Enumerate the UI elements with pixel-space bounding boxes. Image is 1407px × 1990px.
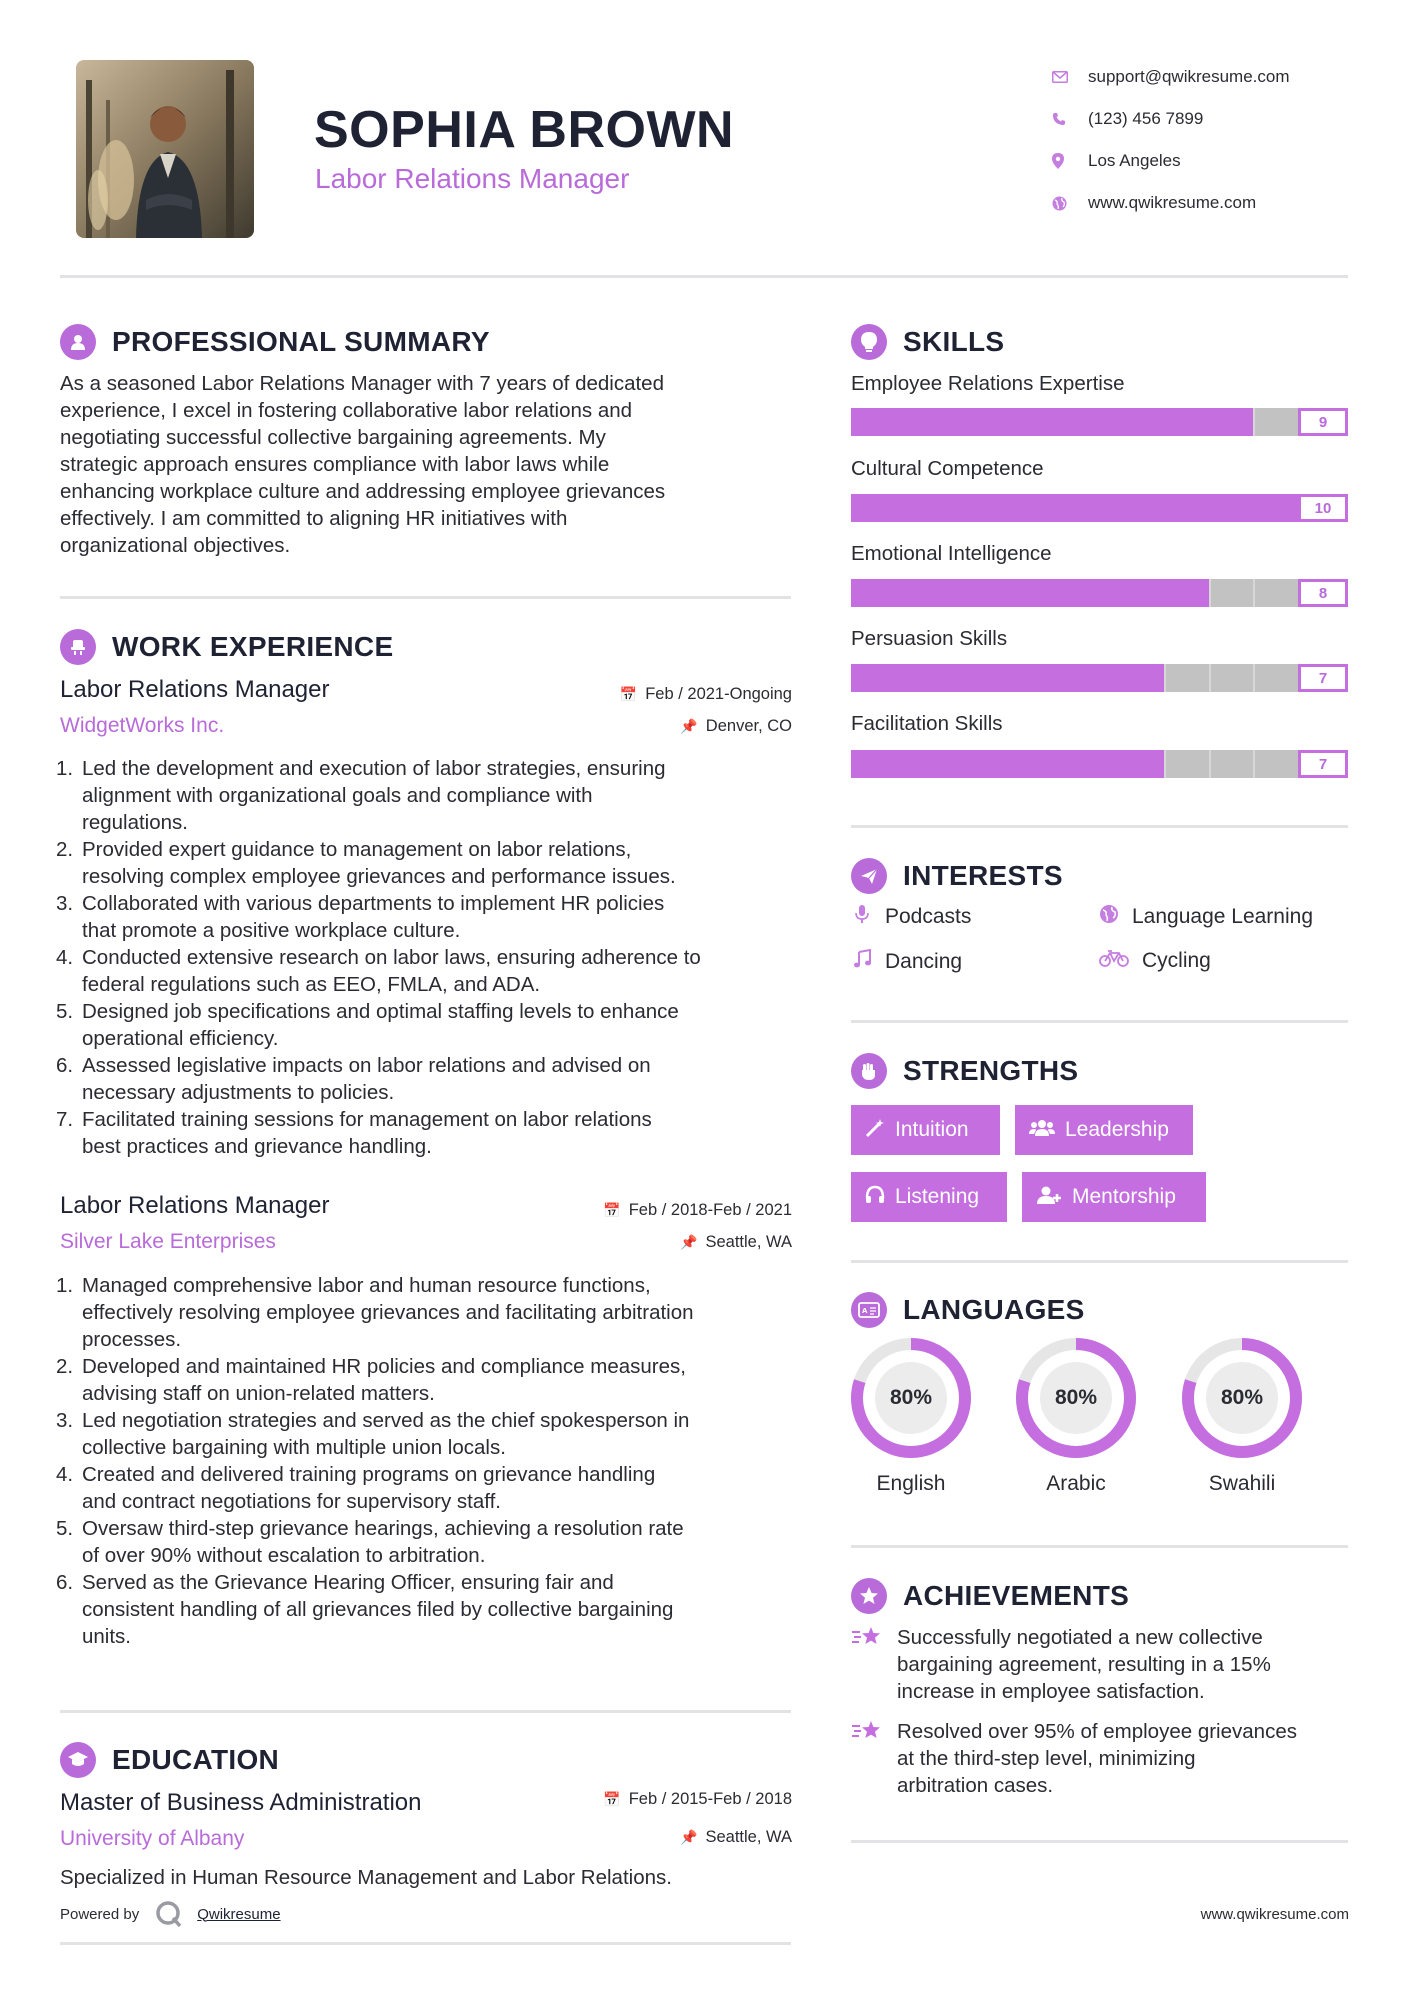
item-line: Oversaw third-step grievance hearings, achieving a resolution rate (82, 1517, 684, 1540)
candidate-title: Labor Relations Manager (315, 163, 630, 194)
item-line: advising staff on union-related matters. (82, 1382, 435, 1405)
user-plus-icon (1036, 1185, 1062, 1210)
education-header (60, 1742, 279, 1778)
qwikresume-logo-icon (155, 1900, 183, 1928)
contact-phone[interactable] (1052, 98, 1382, 140)
item-line: Assessed legislative impacts on labor relations and advised on (82, 1054, 651, 1077)
skills-header (851, 324, 1004, 360)
list-item: 1. Managed comprehensive labor and human resource functions, effectively resolving employee grievances and facilitating arbitration processes. (56, 1274, 694, 1351)
phone-icon (1052, 112, 1088, 126)
school-name: University of Albany (60, 1827, 245, 1850)
strength-label: Intuition (895, 1118, 969, 1141)
item-line: operational efficiency. (82, 1027, 279, 1050)
pushpin-icon: 📌 (680, 1234, 698, 1250)
job-dates-text: Feb / 2018-Feb / 2021 (628, 1201, 792, 1219)
job-location-text: Denver, CO (705, 717, 792, 735)
svg-text:A: A (862, 1307, 868, 1315)
briefcase-icon (60, 629, 96, 665)
footer-divider (60, 1942, 791, 1945)
contact-phone-text: (123) 456 7899 (1088, 109, 1204, 128)
strength-badge (1022, 1172, 1206, 1222)
interest-label: Podcasts (885, 905, 972, 928)
item-line: Led negotiation strategies and served as the chief spokesperson in (82, 1409, 690, 1432)
skill-bar-segment (1209, 664, 1211, 692)
strength-badge (1015, 1105, 1193, 1155)
skill-bar-segment (1253, 750, 1255, 778)
strengths-divider (851, 1260, 1348, 1263)
skill-bar-segment (1209, 579, 1211, 607)
contact-website[interactable] (1052, 182, 1382, 224)
list-item: 2. Provided expert guidance to management on labor relations, resolving complex employee grievances and performance issues. (56, 838, 676, 888)
skill-score: 9 (1298, 408, 1348, 436)
job-location (500, 1233, 792, 1252)
skill-bar-fill (851, 408, 1253, 436)
job-location (500, 717, 792, 736)
profile-photo (76, 60, 254, 238)
job-duties-list (56, 1272, 800, 1650)
footer-url[interactable]: www.qwikresume.com (1200, 1906, 1349, 1923)
map-pin-icon (1052, 153, 1088, 169)
item-line: Collaborated with various departments to implement HR policies (82, 892, 665, 915)
experience-header (60, 629, 393, 665)
item-line: processes. (82, 1328, 182, 1351)
job-location-text: Seattle, WA (705, 1233, 792, 1251)
skills-divider (851, 825, 1348, 828)
language-card-icon (851, 1292, 887, 1328)
interest-label: Language Learning (1132, 905, 1314, 928)
summary-header (60, 324, 490, 360)
user-icon (60, 324, 96, 360)
skill-bar (851, 494, 1348, 522)
strength-label: Mentorship (1072, 1185, 1176, 1208)
interest-item (1098, 949, 1211, 973)
paper-plane-icon (851, 858, 887, 894)
item-line: Developed and maintained HR policies and compliance measures, (82, 1355, 686, 1378)
skill-bar-fill (851, 494, 1348, 522)
language-name: English (876, 1472, 946, 1495)
skill-bar-segment (1209, 750, 1211, 778)
skills-title: SKILLS (903, 326, 1005, 357)
list-item: 3. Led negotiation strategies and served as the chief spokesperson in collective bargaining with multiple union locals. (56, 1409, 690, 1459)
languages-title: LANGUAGES (903, 1294, 1085, 1325)
summary-text (60, 370, 800, 559)
contact-list (1052, 56, 1382, 224)
summary-line: strategic approach ensures compliance with labor laws while (60, 453, 610, 476)
interest-label: Cycling (1142, 949, 1211, 972)
candidate-name: SOPHIA BROWN (314, 101, 735, 159)
achievement-line: at the third-step level, minimizing (897, 1747, 1196, 1770)
skill-bar (851, 750, 1348, 778)
globe-icon (1052, 196, 1088, 211)
users-icon (1029, 1118, 1055, 1143)
job-title: Labor Relations Manager (60, 676, 330, 703)
achievement-line: increase in employee satisfaction. (897, 1680, 1205, 1703)
achievements-divider (851, 1840, 1348, 1843)
list-item: 6. Served as the Grievance Hearing Officer, ensuring fair and consistent handling of all grievances filed by collective bargaining units. (56, 1571, 674, 1648)
skill-bar (851, 408, 1348, 436)
list-item: 3. Collaborated with various departments to implement HR policies that promote a positive workplace culture. (56, 892, 665, 942)
strengths-header (851, 1053, 1078, 1089)
achievement-item (851, 1624, 1348, 1705)
achievement-line: arbitration cases. (897, 1774, 1054, 1797)
skill-bar-segment (1164, 750, 1166, 778)
achievement-item (851, 1718, 1348, 1799)
skill-label: Employee Relations Expertise (851, 372, 1125, 395)
headphones-icon (865, 1185, 885, 1210)
music-note-icon (851, 949, 873, 975)
item-line: units. (82, 1625, 131, 1648)
skill-score: 10 (1298, 494, 1348, 522)
graduation-cap-icon (60, 1742, 96, 1778)
contact-email[interactable] (1052, 56, 1382, 98)
job-duties-list (56, 755, 800, 1160)
strength-label: Leadership (1065, 1118, 1169, 1141)
strength-label: Listening (895, 1185, 980, 1208)
item-line: resolving complex employee grievances and performance issues. (82, 865, 676, 888)
experience-title: WORK EXPERIENCE (112, 631, 394, 662)
item-line: of over 90% without escalation to arbitration. (82, 1544, 486, 1567)
skill-bar-fill (851, 579, 1209, 607)
summary-line: experience, I excel in fostering collaborative labor relations and (60, 399, 633, 422)
list-item: 6. Assessed legislative impacts on labor relations and advised on necessary adjustments to policies. (56, 1054, 651, 1104)
interests-divider (851, 1020, 1348, 1023)
calendar-icon: 📅 (619, 686, 638, 702)
skill-bar-fill (851, 664, 1164, 692)
calendar-icon: 📅 (603, 1791, 621, 1807)
skill-bar (851, 664, 1348, 692)
job-dates-text: Feb / 2021-Ongoing (645, 685, 792, 703)
star-badge-icon (851, 1578, 887, 1614)
education-dates-text: Feb / 2015-Feb / 2018 (628, 1790, 792, 1808)
pushpin-icon: 📌 (680, 718, 698, 734)
skill-score: 8 (1298, 579, 1348, 607)
item-line: best practices and grievance handling. (82, 1135, 432, 1158)
brand-link[interactable]: Qwikresume (197, 1905, 281, 1923)
item-line: that promote a positive workplace culture. (82, 919, 461, 942)
interest-item (851, 904, 971, 930)
list-item: 4. Conducted extensive research on labor laws, ensuring adherence to federal regulations such as EEO, FMLA, and ADA. (56, 946, 701, 996)
list-item: 5. Oversaw third-step grievance hearings, achieving a resolution rate of over 90% without escalation to arbitration. (56, 1517, 684, 1567)
summary-divider (60, 596, 791, 599)
bicycle-icon (1098, 949, 1130, 973)
contact-website-text: www.qwikresume.com (1088, 193, 1257, 212)
skill-bar-segment (1253, 579, 1255, 607)
achievement-line: Resolved over 95% of employee grievances (897, 1720, 1297, 1743)
language-percent: 80% (889, 1386, 933, 1409)
list-item: 5. Designed job specifications and optimal staffing levels to enhance operational efficiency. (56, 1000, 679, 1050)
achievement-line: bargaining agreement, resulting in a 15% (897, 1653, 1271, 1676)
language-percent: 80% (1220, 1386, 1264, 1409)
strength-badge (851, 1172, 1007, 1222)
item-line: federal regulations such as EEO, FMLA, and ADA. (82, 973, 541, 996)
summary-line: negotiating successful collective bargaining agreements. My (60, 426, 606, 449)
item-line: necessary adjustments to policies. (82, 1081, 395, 1104)
item-line: effectively resolving employee grievances and facilitating arbitration (82, 1301, 694, 1324)
languages-divider (851, 1545, 1348, 1548)
item-line: alignment with organizational goals and compliance with (82, 784, 593, 807)
item-line: and contract negotiations for supervisory staff. (82, 1490, 501, 1513)
item-line: Served as the Grievance Hearing Officer, ensuring fair and (82, 1571, 614, 1594)
skill-label: Persuasion Skills (851, 627, 1008, 650)
job-dates (500, 1201, 792, 1220)
lightbulb-icon (851, 324, 887, 360)
header-divider (60, 275, 1348, 278)
achievement-line: Successfully negotiated a new collective (897, 1626, 1263, 1649)
item-line: Led the development and execution of labor strategies, ensuring (82, 757, 666, 780)
contact-location (1052, 140, 1382, 182)
skill-bar-segment (1253, 664, 1255, 692)
item-line: Managed comprehensive labor and human resource functions, (82, 1274, 651, 1297)
strengths-title: STRENGTHS (903, 1055, 1079, 1086)
language-item (1180, 1336, 1304, 1496)
languages-header (851, 1292, 1085, 1328)
achievements-header (851, 1578, 1129, 1614)
language-name: Swahili (1208, 1472, 1276, 1495)
item-line: Facilitated training sessions for management on labor relations (82, 1108, 652, 1131)
contact-email-text: support@qwikresume.com (1088, 67, 1290, 86)
experience-divider (60, 1710, 791, 1713)
education-dates (500, 1790, 792, 1809)
skill-score: 7 (1298, 750, 1348, 778)
achievement-text (897, 1624, 1271, 1705)
item-line: Provided expert guidance to management on labor relations, (82, 838, 632, 861)
list-item: 7. Facilitated training sessions for management on labor relations best practices and grievance handling. (56, 1108, 652, 1158)
summary-line: As a seasoned Labor Relations Manager with 7 years of dedicated (60, 372, 664, 395)
magic-wand-icon (865, 1118, 885, 1143)
item-line: Created and delivered training programs on grievance handling (82, 1463, 656, 1486)
powered-by (60, 1900, 281, 1928)
interests-title: INTERESTS (903, 860, 1063, 891)
achievement-text (897, 1718, 1297, 1799)
skill-bar-segment (1164, 664, 1166, 692)
skill-score: 7 (1298, 664, 1348, 692)
interest-item (851, 949, 962, 975)
language-item (849, 1336, 973, 1496)
skill-bar-fill (851, 750, 1164, 778)
degree-title: Master of Business Administration (60, 1789, 422, 1816)
skill-label: Emotional Intelligence (851, 542, 1052, 565)
item-line: collective bargaining with multiple union locals. (82, 1436, 506, 1459)
powered-by-text: Powered by (60, 1905, 140, 1923)
summary-line: enhancing workplace culture and addressing employee grievances (60, 480, 666, 503)
education-location-text: Seattle, WA (705, 1828, 792, 1846)
list-item: 4. Created and delivered training programs on grievance handling and contract negotiations for supervisory staff. (56, 1463, 656, 1513)
job-company: Silver Lake Enterprises (60, 1230, 276, 1253)
summary-line: organizational objectives. (60, 534, 291, 557)
summary-title: PROFESSIONAL SUMMARY (112, 326, 490, 357)
shooting-star-icon (851, 1624, 897, 1705)
skill-bar-segment (1253, 408, 1255, 436)
education-title: EDUCATION (112, 1744, 280, 1775)
item-line: Conducted extensive research on labor laws, ensuring adherence to (82, 946, 701, 969)
interest-label: Dancing (885, 950, 963, 973)
language-percent: 80% (1054, 1386, 1098, 1409)
education-description: Specialized in Human Resource Management and Labor Relations. (60, 1866, 672, 1889)
education-location (500, 1828, 792, 1847)
language-item (1014, 1336, 1138, 1496)
job-title: Labor Relations Manager (60, 1192, 330, 1219)
skill-label: Cultural Competence (851, 457, 1044, 480)
skill-label: Facilitation Skills (851, 712, 1003, 735)
hand-fist-icon (851, 1053, 887, 1089)
strength-badge (851, 1105, 1000, 1155)
achievements-title: ACHIEVEMENTS (903, 1580, 1130, 1611)
globe-icon (1098, 904, 1120, 930)
item-line: consistent handling of all grievances filed by collective bargaining (82, 1598, 674, 1621)
contact-location-text: Los Angeles (1088, 151, 1181, 170)
shooting-star-icon (851, 1718, 897, 1799)
envelope-icon (1052, 71, 1088, 83)
item-line: Designed job specifications and optimal staffing levels to enhance (82, 1000, 679, 1023)
item-line: regulations. (82, 811, 188, 834)
interests-header (851, 858, 1063, 894)
pushpin-icon: 📌 (680, 1829, 698, 1845)
skill-bar (851, 579, 1348, 607)
calendar-icon: 📅 (603, 1202, 621, 1218)
list-item: 2. Developed and maintained HR policies and compliance measures, advising staff on union-related matters. (56, 1355, 686, 1405)
language-name: Arabic (1046, 1472, 1106, 1495)
microphone-icon (851, 904, 873, 930)
list-item: 1. Led the development and execution of labor strategies, ensuring alignment with organizational goals and compliance with regulations. (56, 757, 666, 834)
summary-line: effectively. I am committed to aligning HR initiatives with (60, 507, 568, 530)
job-dates (500, 685, 792, 704)
job-company: WidgetWorks Inc. (60, 714, 225, 737)
interest-item (1098, 904, 1313, 930)
